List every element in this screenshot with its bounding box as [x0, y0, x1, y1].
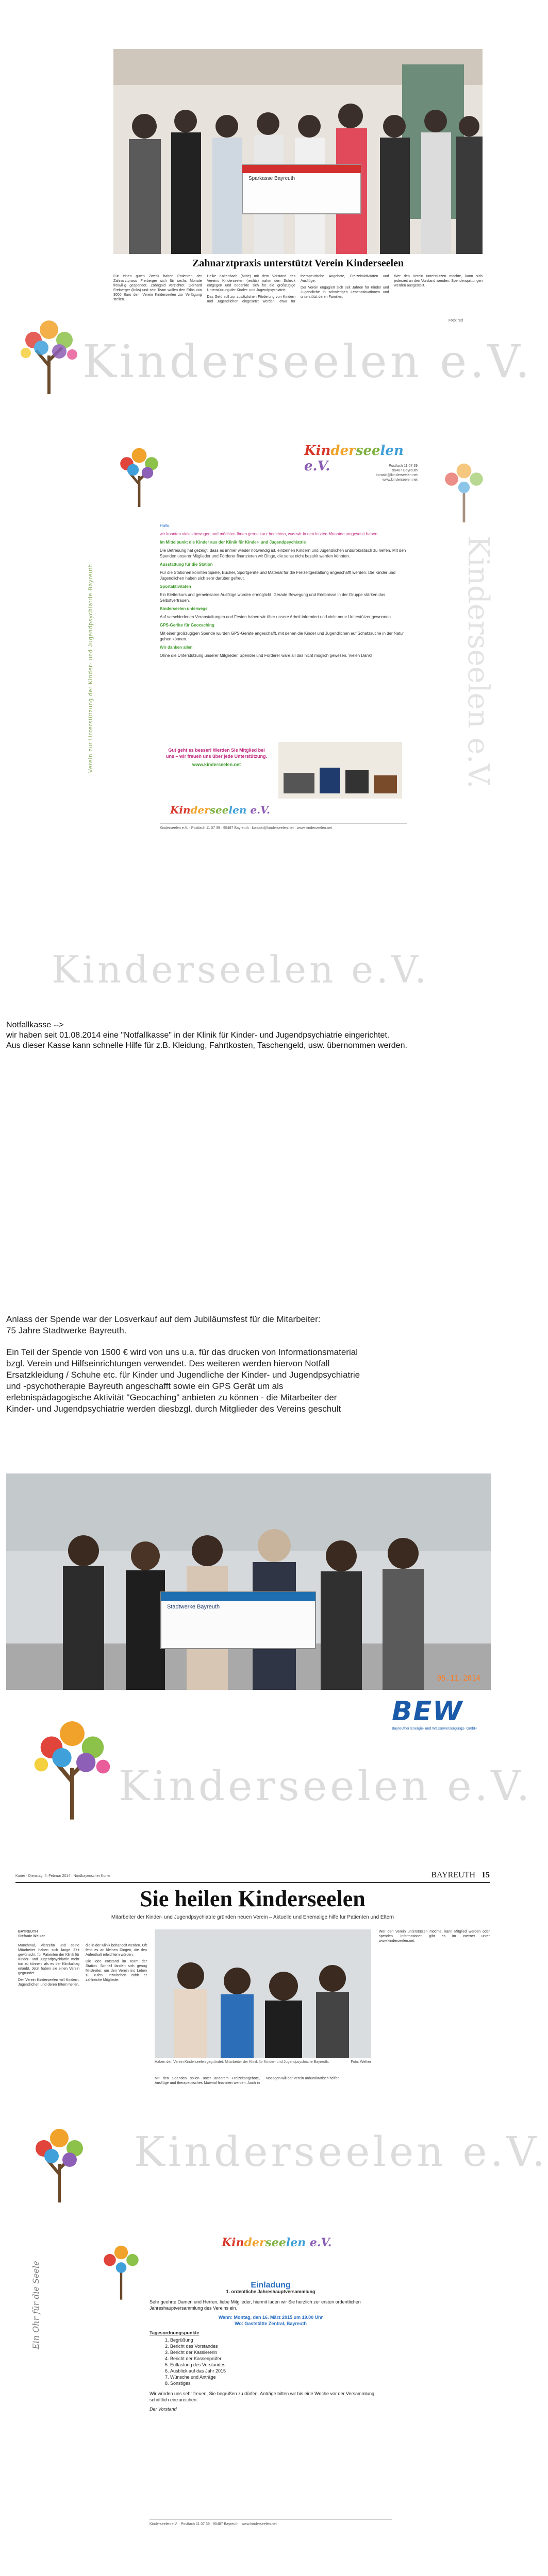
address-line: www.kinderseelen.net [382, 478, 418, 482]
bew-tagline: Bayreuther Energie- und Wasserversorgungs- GmbH [392, 1727, 477, 1731]
newspaper-author: BAYREUTH Stefanie Welker [18, 1930, 45, 1938]
newspaper-headline: Sie heilen Kinderseelen [140, 1886, 366, 1911]
section-title: Wir danken allen [160, 645, 193, 650]
newspaper-photo-caption [155, 2060, 371, 2064]
section-title: Ausstattung für die Station [160, 562, 213, 567]
brand-part: see [209, 804, 229, 816]
article1-paragraph: Heike Kaltenbach (Mitte) mit dem Vorstand des Vereins Kinderseelen (rechts) nahm den Scheck entgegen und bedankte sich für die großzügige Unterstützung der Kinder- und Jugendpsychiatrie. [207, 275, 295, 292]
agenda-item: 7. Wünsche und Anträge [170, 2374, 392, 2380]
tree-logo [21, 1705, 124, 1824]
bew-logo [392, 1696, 490, 1731]
watermark: Kinderseelen e.V. [82, 335, 533, 388]
article1-body [113, 274, 483, 318]
brand-part: der [190, 804, 210, 816]
spende-paragraph: Ein Teil der Spende von 1500 € wird von uns u.a. für das drucken von Informationsmaterial bzgl. Verein und Hilfseinrichtungen verwendet. Des weiteren werden hiervon Notfall Ersatzkleidung / Schuhe etc. für Kinder und Jugendliche der Kinder- und Jugendpsychiatrie und -psychotherapie Bayreuth angeschafft sowie ein GPS Gerät um als erlebnispädagogische Aktivität "Geocaching" anbieten zu können - die Mitarbeiter der Kinder- und Jugendpsychiatrie werden diesbzgl. durch Mitglieder des Vereins geschult [6, 1347, 360, 1414]
letter-photo [278, 742, 402, 799]
section-text: Auf verschiedenen Veranstaltungen und Festen haben wir über unsere Arbeit informiert und viele neue Unterstützer gewonnen. [160, 615, 392, 619]
spende-line: Anlass der Spende war der Losverkauf auf dem Jubiläumsfest für die Mitarbeiter: [6, 1314, 321, 1324]
photo-caption: Haben den Verein Kinderseelen gegründet: Mitarbeiter der Klinik für Kinder- und Jugendpsychiatrie Bayreuth. [155, 2060, 329, 2064]
watermark-vertical: Kinderseelen e.V. [461, 536, 495, 789]
callout-text: Gut geht es besser! Werden Sie Mitglied bei uns – wir freuen uns über jede Unterstützung. [165, 748, 268, 759]
article1-paragraph: Der Verein engagiert sich seit Jahren für Kinder und Jugendliche in schwierigen Lebenssituationen und unterstützt deren Familien. [301, 286, 389, 299]
newspaper-photo [155, 1929, 371, 2058]
news-paragraph: Wer den Verein unterstützen möchte, kann Mitglied werden oder spenden. Informationen gibt es im Internet unter www.kinderseelen.net. [379, 1930, 490, 1943]
newspaper-right-cols [379, 1929, 490, 2099]
section-title: Im Mittelpunkt die Kinder aus der Klinik für Kinder- und Jugendpsychiatrie [160, 540, 306, 545]
masthead-left: Kurier · Dienstag, 4. Februar 2014 · Nordbayerischer Kurier [15, 1874, 111, 1878]
article1-photo-credit: Foto: red [449, 319, 463, 323]
brand-part: len [286, 2236, 306, 2249]
agenda-item: 5. Entlastung des Vorstandes [170, 2362, 392, 2368]
brand-part: Kin [304, 443, 331, 459]
brand-part: e.V. [306, 2236, 332, 2249]
vertical-watermark [461, 536, 495, 896]
brand-part: der [244, 2236, 265, 2249]
brand-part: see [265, 2236, 286, 2249]
spende-photo [6, 1473, 491, 1690]
photo-credit: Foto: Welker [351, 2060, 371, 2064]
section-title: GPS-Geräte für Geocaching [160, 623, 214, 628]
article1-paragraph: Das Geld soll zur zusätzlichen Förderung von Kindern und Jugendlichen eingesetzt werden, etwa für therapeutische Angebote, Freizeitaktivitäten und Ausflüge. [207, 275, 389, 303]
brand-part: der [330, 443, 356, 459]
agenda-item: 6. Ausblick auf das Jahr 2015 [170, 2368, 392, 2374]
newspaper-subhead: Mitarbeiter der Kinder- und Jugendpsychiatrie gründen neuen Verein – Aktuelle und Ehemalige hilfe für Patienten und Eltern [111, 1914, 394, 1920]
spende-text [6, 1314, 362, 1415]
brand-part: Kin [222, 2236, 244, 2249]
letter-body [160, 523, 407, 661]
section-title: Sportaktivitäten [160, 584, 191, 589]
agenda-item: 1. Begrüßung [170, 2337, 392, 2343]
letter-greeting: Hallo, [160, 523, 171, 528]
article1-paragraph: Für einen guten Zweck haben Patienten der Zahnarztpraxis Freiberger sich für sechs Monate freiwillig gespendet. Zahngold verzichtet. Gerhard Freiberger (links) und sein Team wollen den Erlös von 3000 Euro dem Verein Kinderseelen zur Verfügung stellen. [113, 275, 202, 301]
watermark: Kinderseelen e.V. [134, 2128, 548, 2176]
address-line: 95487 Bayreuth [392, 469, 418, 472]
masthead-page: 15 [481, 1871, 490, 1879]
spende-line: 75 Jahre Stadtwerke Bayreuth. [6, 1326, 127, 1335]
masthead-section: BAYREUTH [431, 1871, 475, 1879]
article1-paragraph: Wer den Verein unterstützen möchte, kann sich jederzeit an den Vorstand wenden. Spendenquittungen werden ausgestellt. [394, 275, 483, 287]
letter-sheet [88, 438, 423, 933]
photo-date: 05.11.2014 [437, 1674, 480, 1683]
invite-body [150, 2282, 392, 2415]
letter-callout [165, 747, 268, 768]
notfall-line: Notfallkasse --> [6, 1021, 64, 1029]
newspaper-left-cols [18, 1943, 147, 2098]
brand-part: e.V. [304, 459, 330, 474]
news-paragraph: Manchmal, Vierzehn und seine Mitarbeiter haben sich lange Zeit gewünscht, für Patienten der Klinik für Kinder- und Jugendpsychiatrie mehr tun zu können, als es der Klinikalltag erlaubt. Jetzt haben sie einen Verein gegründet. [18, 1944, 79, 1975]
invite-brand [222, 2236, 331, 2249]
section-text: Für die Stationen konnten Spiele, Bücher, Sportgeräte und Material für die Freizeitgestaltung angeschafft werden. Die Kinder und Jugendlichen haben sich sehr darüber gefreut. [160, 570, 396, 581]
section-text: Mit einer großzügigen Spende wurden GPS-Geräte angeschafft, mit denen die Kinder und Jugendlichen auf Schatzsuche in der Natur gehen können. [160, 631, 404, 641]
letter-side-text: Verein zur Unterstützung der Kinder- und Jugendpsychiatrie Bayreuth [88, 564, 94, 773]
letter-tree-logo [108, 438, 170, 510]
notfall-line: Aus dieser Kasse kann schnelle Hilfe für z.B. Kleidung, Fahrtkosten, Taschengeld, usw. übernommen werden. [6, 1041, 407, 1050]
newspaper-bottom-cols [155, 2076, 371, 2112]
section-text: Die Betreuung hat gezeigt, dass es immer wieder notwendig ist, einzelnen Kindern und Jugendlichen unbürokratisch zu helfen. Mit den Spenden unserer Mitglieder und Förderer finanzieren wir Dinge, die sonst nicht bezahlt werden könnten. [160, 548, 406, 558]
news-paragraph: Mit den Spenden sollen unter anderem Freizeitangebote, Ausflüge und therapeutisches Material finanziert werden. Auch in Notlagen will der Verein unbürokratisch helfen. [155, 2077, 341, 2085]
invite-subtitle: 1. ordentliche Jahreshauptversammlung [226, 2289, 315, 2294]
letter-footer: Kinderseelen e.V. · Postfach 11 07 39 · 95487 Bayreuth · kontakt@kinderseelen.net · www.kinderseelen.net [160, 823, 407, 831]
section-text: Ohne die Unterstützung unserer Mitglieder, Spender und Förderer wäre all das nicht möglich gewesen. Vielen Dank! [160, 653, 372, 658]
agenda-item: 8. Sonstiges [170, 2380, 392, 2386]
invite-signature: Der Vorstand [150, 2406, 177, 2412]
article1-photo [113, 49, 483, 254]
spende-cheque-label: Stadtwerke Bayreuth [167, 1604, 220, 1610]
agenda-title: Tagesordnungspunkte [150, 2330, 200, 2335]
masthead-right [431, 1871, 490, 1880]
bew-logo-text: BEW [392, 1696, 463, 1727]
brand-part: len [380, 443, 404, 459]
agenda-item: 2. Bericht des Vorstandes [170, 2343, 392, 2349]
address-line: kontakt@kinderseelen.net [375, 473, 418, 477]
letter-intro: wir konnten vieles bewegen und möchten Ihnen gerne kurz berichten, was wir in den letzten Monaten umgesetzt haben. [160, 532, 379, 536]
agenda-item: 4. Bericht der Kassenprüfer [170, 2355, 392, 2362]
invitation-sheet [31, 2231, 412, 2576]
section-text: Ein Kletterkurs und gemeinsame Ausflüge wurden ermöglicht. Gerade Bewegung und Erlebnisse in der Gruppe stärken das Selbstvertrauen. [160, 592, 386, 603]
invite-closing: Wir würden uns sehr freuen, Sie begrüßen zu dürfen. Anträge bitten wir bis eine Woche vor der Versammlung schriftlich einzureichen. [150, 2391, 375, 2402]
brand-part: e.V. [246, 804, 271, 816]
invite-intro: Sehr geehrte Damen und Herren, liebe Mitglieder, hiermit laden wir Sie herzlich zur ersten ordentlichen Jahreshauptversammlung des Vereins ein. [150, 2299, 361, 2311]
invite-handwriting: Ein Ohr für die Seele [31, 2261, 41, 2349]
article1-headline: Zahnarztpraxis unterstützt Verein Kinderseelen [192, 258, 404, 269]
invite-tree-logo [93, 2236, 150, 2303]
newspaper-masthead [15, 1873, 490, 1883]
section-title: Kinderseelen unterwegs [160, 606, 208, 611]
cheque-label: Sparkasse Bayreuth [248, 176, 295, 181]
tree-logo [10, 309, 88, 397]
letter-brand-footer [170, 804, 270, 816]
news-paragraph: Der Verein Kinderseelen will Kindern, Jugendlichen und deren Eltern helfen, die in der Klinik behandelt werden. Oft fehlt es an kleinen Dingen, die den Aufenthalt erleichtern würden. [18, 1944, 147, 1987]
brand-part: len [228, 804, 247, 816]
invite-title: Einladung [251, 2281, 291, 2290]
tree-logo [433, 453, 495, 526]
notfall-line: wir haben seit 01.08.2014 eine "Notfallkasse" in der Klinik für Kinder- und Jugendpsychiatrie eingerichtet. [6, 1031, 390, 1040]
invite-footer: Kinderseelen e.V. · Postfach 11 07 39 · 95487 Bayreuth · www.kinderseelen.net [150, 2519, 392, 2527]
news-paragraph: Die Idee entstand im Team der Station. Schnell fanden sich genug Mitstreiter, um den Verein ins Leben zu rufen. Inzwischen zählt er zahlreiche Mitglieder. [86, 1960, 147, 1982]
brand-part: see [355, 443, 380, 459]
address-line: Postfach 11 07 39 [389, 464, 418, 468]
agenda-list [150, 2337, 392, 2386]
brand-part: Kin [170, 804, 191, 816]
callout-link[interactable]: www.kinderseelen.net [192, 762, 241, 767]
notfallkasse-text [6, 1020, 496, 1051]
invite-place: Wo: Gaststätte Zentral, Bayreuth [235, 2321, 307, 2326]
watermark: Kinderseelen e.V. [52, 948, 430, 991]
letter-address [345, 464, 418, 482]
invite-date: Wann: Montag, den 16. März 2015 um 19.00 Uhr [218, 2315, 323, 2320]
tree-logo [21, 2117, 98, 2205]
agenda-item: 3. Bericht der Kassiererin [170, 2349, 392, 2355]
watermark: Kinderseelen e.V. [119, 1762, 533, 1810]
